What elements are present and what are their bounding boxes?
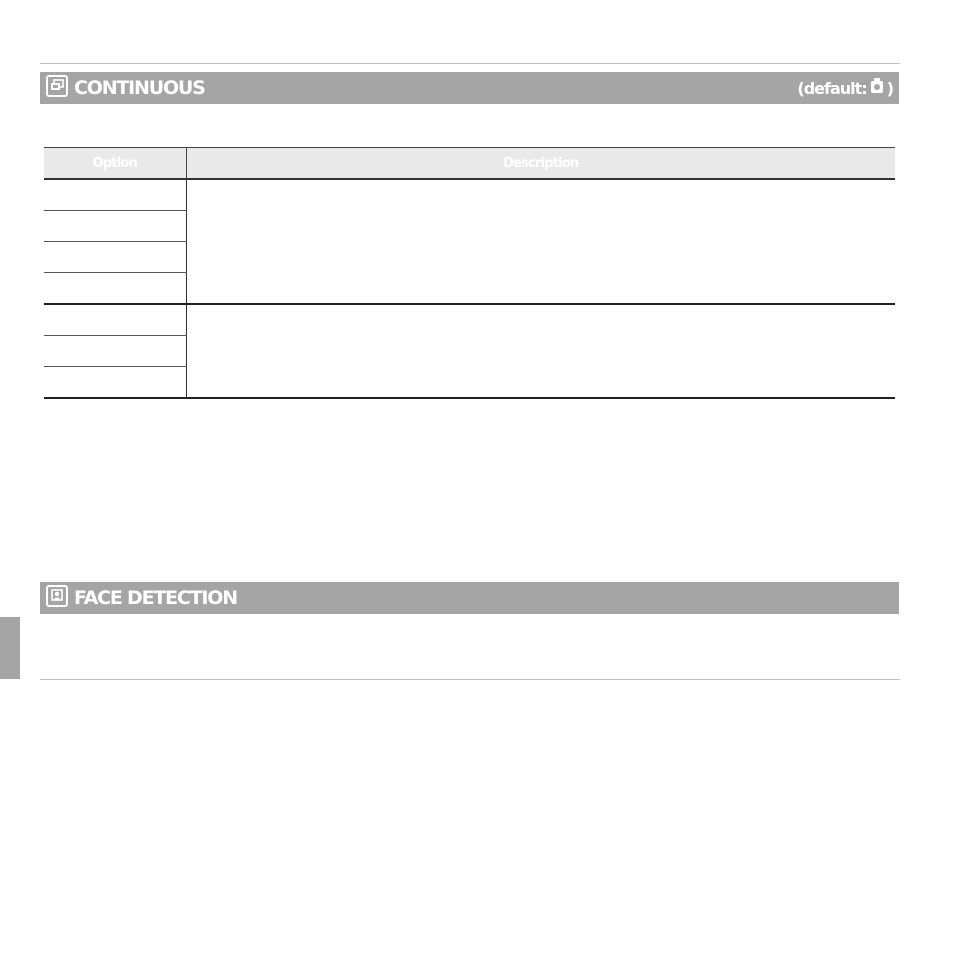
continuous-title: CONTINUOUS: [74, 77, 205, 99]
option-cell: [44, 273, 186, 305]
face-detection-icon: [46, 585, 68, 611]
option-cell: [44, 179, 186, 211]
top-rule: [40, 63, 900, 64]
table-row: [44, 304, 895, 336]
table-row: [44, 179, 895, 211]
option-column-header: Option: [44, 148, 186, 180]
default-label: (default:: [797, 78, 867, 98]
continuous-section-header: [40, 72, 899, 104]
table-header-row: [44, 148, 895, 180]
option-cell: [44, 304, 186, 336]
option-cell: [44, 336, 186, 367]
continuous-shooting-icon: [46, 75, 68, 101]
single-frame-icon: [867, 77, 887, 99]
option-cell: [44, 211, 186, 242]
side-tab: [0, 617, 20, 679]
options-table: [44, 147, 895, 399]
option-cell: [44, 367, 186, 399]
description-column-header: Description: [186, 148, 895, 180]
bottom-rule: [40, 679, 900, 680]
continuous-default: [797, 77, 893, 99]
description-cell: [186, 179, 895, 304]
default-close: ): [886, 78, 893, 98]
option-cell: [44, 242, 186, 273]
description-cell: [186, 304, 895, 398]
face-detection-title: FACE DETECTION: [74, 587, 237, 609]
face-detection-section-header: [40, 582, 899, 614]
